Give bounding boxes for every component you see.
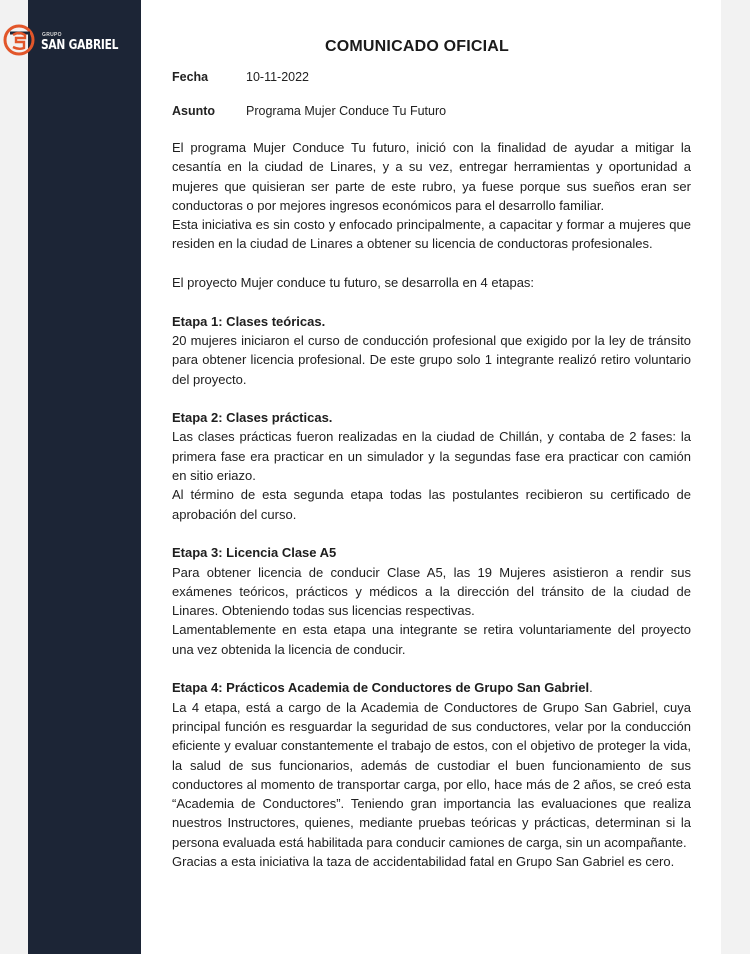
etapa-3-text-2: Lamentablemente en esta etapa una integrante se retira voluntariamente del proyecto una vez obtenida la licencia de conducir.	[172, 622, 691, 657]
etapa-4-heading: Etapa 4: Prácticos Academia de Conductores de Grupo San Gabriel	[172, 680, 590, 696]
asunto-value: Programa Mujer Conduce Tu Futuro	[246, 104, 447, 118]
etapa-2-text-2: Al término de esta segunda etapa todas las postulantes recibieron su certificado de aprobación del curso.	[172, 487, 691, 522]
page-title: COMUNICADO OFICIAL	[324, 38, 510, 55]
etapa-3-heading: Etapa 3: Licencia Clase A5	[172, 545, 337, 561]
company-logo	[2, 22, 142, 62]
right-gutter	[721, 0, 750, 954]
fecha-value: 10-11-2022	[246, 70, 310, 84]
etapa-1-heading: Etapa 1: Clases teóricas.	[172, 313, 326, 329]
document-body	[172, 138, 691, 871]
logo-brand-text: SAN GABRIEL	[41, 38, 119, 53]
sg-emblem-icon	[2, 22, 38, 58]
sidebar-band	[28, 0, 141, 954]
etapa-4-heading-period: .	[589, 680, 593, 696]
etapa-2-text-1: Las clases prácticas fueron realizadas en la ciudad de Chillán, y contaba de 2 fases: la primera fase era practicar en un simulador y la segundas fase era practicar con camión en sitio eriazo.	[172, 429, 691, 484]
fecha-label: Fecha	[172, 70, 209, 84]
logo-group-text: GRUPO	[42, 32, 62, 38]
intro-paragraph-1: El programa Mujer Conduce Tu futuro, inició con la finalidad de ayudar a mitigar la cesantía en la ciudad de Linares, y a su vez, entregar herramientas y oportunidad a mujeres que quisieran ser parte de este rubro, ya fuese porque sus sueños eran ser conductoras o por mejores ingresos económicos para el desarrollo familiar.	[172, 140, 691, 213]
etapa-4-heading-line	[172, 678, 691, 697]
intro-paragraph-3: El proyecto Mujer conduce tu futuro, se desarrolla en 4 etapas:	[172, 275, 535, 291]
asunto-label: Asunto	[172, 104, 216, 118]
etapa-4-text-1: La 4 etapa, está a cargo de la Academia de Conductores de Grupo San Gabriel, cuya principal función es resguardar la seguridad de sus conductores, velar por la conducción eficiente y evaluar constantemente el trabajo de estos, con el objetivo de proteger la vida, la salud de sus funcionarios, además de custodiar el buen funcionamiento de sus conductores al momento de transportar carga, por ello, hace más de 2 años, se creó esta “Academia de Conductores”. Teniendo gran importancia las evaluaciones que realiza nuestros Instructores, quienes, mediante pruebas teóricas y prácticas, determinan si la persona evaluada está habilitada para conducir camiones de carga, sin un acompañante.	[172, 699, 691, 850]
etapa-4-text-2: Gracias a esta iniciativa la taza de accidentabilidad fatal en Grupo San Gabriel es cero.	[172, 853, 675, 869]
etapa-1-text: 20 mujeres iniciaron el curso de conducción profesional que exigido por la ley de tránsito para obtener licencia profesional. De este grupo solo 1 integrante realizó retiro voluntario del proyecto.	[172, 332, 691, 387]
intro-paragraph-2: Esta iniciativa es sin costo y enfocado principalmente, a capacitar y formar a mujeres que residen en la ciudad de Linares a obtener su licencia de conductoras profesionales.	[172, 217, 691, 252]
etapa-3-text-1: Para obtener licencia de conducir Clase A5, las 19 Mujeres asistieron a rendir sus exámenes teóricos, prácticos y médicos a la dirección del tránsito de la ciudad de Linares. Obteniendo todas sus licencias respectivas.	[172, 564, 691, 619]
etapa-2-heading: Etapa 2: Clases prácticas.	[172, 410, 333, 426]
